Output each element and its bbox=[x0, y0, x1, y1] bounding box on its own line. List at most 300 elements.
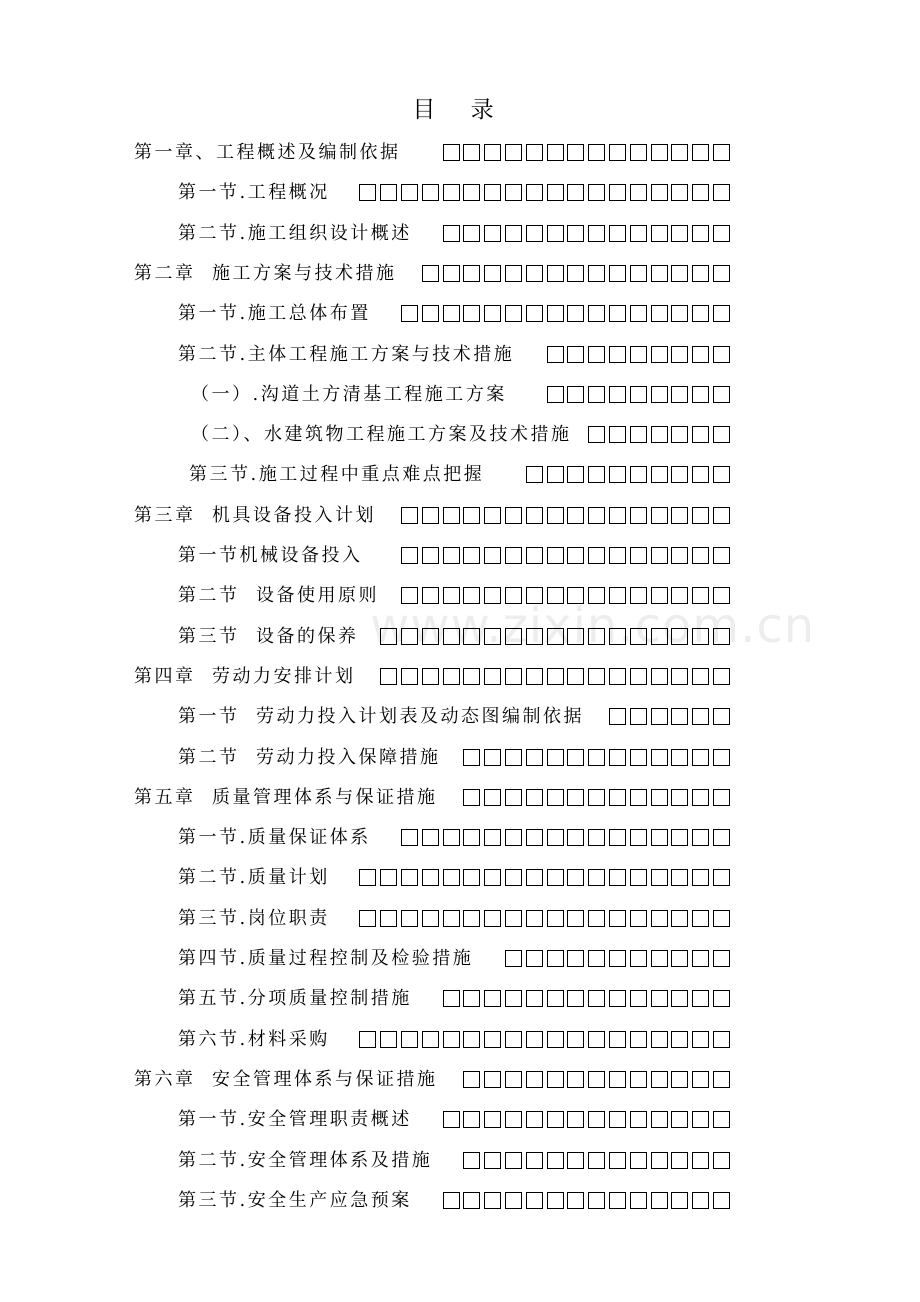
leader-box bbox=[505, 587, 522, 604]
leader-box bbox=[713, 829, 730, 846]
leader-box bbox=[547, 1031, 564, 1048]
leader-box bbox=[547, 789, 564, 806]
leader-box bbox=[630, 789, 647, 806]
leader-box bbox=[567, 144, 584, 161]
leader-box bbox=[463, 184, 480, 201]
leader-box bbox=[609, 265, 626, 282]
leader-box bbox=[484, 1152, 501, 1169]
toc-entry-text: 第二节 设备使用原则 bbox=[178, 585, 388, 607]
leader-box bbox=[588, 668, 605, 685]
leader-box bbox=[484, 144, 501, 161]
leader-box bbox=[651, 386, 668, 403]
leader-box bbox=[422, 265, 439, 282]
leader-box bbox=[567, 668, 584, 685]
toc-entry[interactable] bbox=[189, 457, 730, 493]
leader-box bbox=[671, 386, 688, 403]
leader-box bbox=[713, 507, 730, 524]
leader-box bbox=[401, 547, 418, 564]
leader-box bbox=[671, 829, 688, 846]
toc-entry[interactable] bbox=[178, 981, 730, 1017]
leader-box bbox=[713, 910, 730, 927]
leader-box bbox=[484, 184, 501, 201]
leader-box bbox=[547, 507, 564, 524]
leader-box bbox=[630, 708, 647, 725]
leader-box bbox=[630, 144, 647, 161]
toc-entry[interactable] bbox=[178, 901, 730, 937]
leader-box bbox=[713, 628, 730, 645]
leader-box bbox=[547, 668, 564, 685]
leader-box bbox=[484, 628, 501, 645]
leader-box bbox=[380, 668, 397, 685]
toc-entry-text: 第三节 设备的保养 bbox=[178, 625, 367, 647]
leader-box bbox=[588, 829, 605, 846]
leader-box bbox=[671, 144, 688, 161]
leader-box bbox=[443, 990, 460, 1007]
toc-entry[interactable] bbox=[134, 135, 730, 171]
toc-entry[interactable] bbox=[134, 256, 730, 292]
toc-leader bbox=[450, 789, 730, 807]
leader-box bbox=[526, 587, 543, 604]
leader-box bbox=[463, 1071, 480, 1088]
leader-box bbox=[505, 1031, 522, 1048]
leader-box bbox=[505, 225, 522, 242]
leader-box bbox=[713, 426, 730, 443]
leader-box bbox=[547, 144, 564, 161]
leader-box bbox=[692, 466, 709, 483]
leader-box bbox=[505, 547, 522, 564]
leader-box bbox=[651, 225, 668, 242]
leader-box bbox=[609, 829, 626, 846]
leader-box bbox=[380, 1031, 397, 1048]
leader-box bbox=[671, 668, 688, 685]
leader-box bbox=[713, 869, 730, 886]
leader-box bbox=[588, 507, 605, 524]
leader-box bbox=[609, 305, 626, 322]
leader-box bbox=[567, 1192, 584, 1209]
leader-box bbox=[484, 225, 501, 242]
leader-box bbox=[484, 305, 501, 322]
leader-box bbox=[567, 1111, 584, 1128]
leader-box bbox=[505, 628, 522, 645]
leader-box bbox=[671, 466, 688, 483]
toc-entry-text: 第六节.材料采购 bbox=[178, 1028, 338, 1050]
leader-box bbox=[484, 1031, 501, 1048]
leader-box bbox=[713, 1152, 730, 1169]
leader-box bbox=[692, 789, 709, 806]
leader-box bbox=[443, 910, 460, 927]
leader-box bbox=[630, 1071, 647, 1088]
leader-box bbox=[671, 305, 688, 322]
leader-box bbox=[567, 910, 584, 927]
leader-box bbox=[422, 869, 439, 886]
leader-box bbox=[671, 749, 688, 766]
leader-box bbox=[505, 507, 522, 524]
leader-box bbox=[567, 184, 584, 201]
leader-box bbox=[713, 1071, 730, 1088]
leader-box bbox=[651, 910, 668, 927]
leader-box bbox=[713, 184, 730, 201]
leader-box bbox=[651, 668, 668, 685]
toc-leader bbox=[596, 708, 730, 726]
leader-box bbox=[630, 668, 647, 685]
leader-box bbox=[526, 466, 543, 483]
leader-box bbox=[588, 305, 605, 322]
leader-box bbox=[588, 1192, 605, 1209]
toc-entry-text: 第四章 劳动力安排计划 bbox=[134, 665, 364, 687]
leader-box bbox=[609, 628, 626, 645]
leader-box bbox=[567, 789, 584, 806]
leader-box bbox=[567, 950, 584, 967]
leader-box bbox=[713, 265, 730, 282]
leader-box bbox=[651, 587, 668, 604]
leader-box bbox=[443, 507, 460, 524]
leader-box bbox=[443, 668, 460, 685]
leader-box bbox=[567, 466, 584, 483]
toc-entry-text: 第二章 施工方案与技术措施 bbox=[134, 262, 405, 284]
leader-box bbox=[651, 144, 668, 161]
leader-box bbox=[380, 184, 397, 201]
leader-box bbox=[651, 547, 668, 564]
leader-box bbox=[401, 829, 418, 846]
toc-leader bbox=[342, 910, 730, 928]
leader-box bbox=[588, 749, 605, 766]
leader-box bbox=[526, 910, 543, 927]
toc-entry[interactable] bbox=[134, 780, 730, 816]
leader-box bbox=[671, 547, 688, 564]
toc-entry-text: 第二节.安全管理体系及措施 bbox=[178, 1149, 441, 1171]
leader-box bbox=[671, 869, 688, 886]
leader-box bbox=[692, 587, 709, 604]
toc-entry[interactable] bbox=[178, 860, 730, 896]
leader-box bbox=[692, 708, 709, 725]
leader-box bbox=[609, 869, 626, 886]
leader-box bbox=[547, 466, 564, 483]
toc-entry[interactable] bbox=[178, 175, 730, 211]
leader-box bbox=[630, 628, 647, 645]
leader-box bbox=[567, 628, 584, 645]
toc-entry-text: 第一节.施工总体布置 bbox=[178, 303, 379, 325]
toc-leader bbox=[421, 144, 730, 162]
leader-box bbox=[463, 587, 480, 604]
leader-box bbox=[547, 1071, 564, 1088]
leader-box bbox=[422, 587, 439, 604]
leader-box bbox=[526, 869, 543, 886]
toc-entry[interactable] bbox=[191, 417, 730, 453]
leader-box bbox=[547, 829, 564, 846]
toc-entry[interactable] bbox=[134, 659, 730, 695]
leader-box bbox=[422, 1031, 439, 1048]
leader-box bbox=[422, 829, 439, 846]
toc-entry-text: 第三节.施工过程中重点难点把握 bbox=[189, 464, 501, 486]
leader-box bbox=[526, 507, 543, 524]
leader-box bbox=[713, 789, 730, 806]
leader-box bbox=[567, 1152, 584, 1169]
leader-box bbox=[443, 587, 460, 604]
leader-box bbox=[713, 466, 730, 483]
leader-box bbox=[359, 1031, 376, 1048]
leader-box bbox=[630, 386, 647, 403]
toc-entry[interactable] bbox=[178, 296, 730, 332]
leader-box bbox=[588, 1071, 605, 1088]
leader-box bbox=[505, 749, 522, 766]
leader-box bbox=[651, 829, 668, 846]
leader-box bbox=[484, 990, 501, 1007]
toc-entry[interactable] bbox=[191, 377, 730, 413]
leader-box bbox=[463, 144, 480, 161]
leader-box bbox=[526, 265, 543, 282]
leader-box bbox=[630, 950, 647, 967]
leader-box bbox=[463, 1152, 480, 1169]
leader-box bbox=[588, 386, 605, 403]
toc-leader bbox=[453, 749, 730, 767]
leader-box bbox=[443, 1031, 460, 1048]
leader-box bbox=[547, 386, 564, 403]
leader-box bbox=[567, 990, 584, 1007]
leader-box bbox=[526, 668, 543, 685]
leader-box bbox=[692, 749, 709, 766]
leader-box bbox=[526, 628, 543, 645]
toc-entry[interactable] bbox=[178, 1143, 730, 1179]
leader-box bbox=[547, 346, 564, 363]
toc-entry-text: 第二节 劳动力投入保障措施 bbox=[178, 746, 449, 768]
leader-box bbox=[630, 1111, 647, 1128]
leader-box bbox=[484, 547, 501, 564]
leader-box bbox=[630, 1152, 647, 1169]
leader-box bbox=[609, 749, 626, 766]
leader-box bbox=[463, 829, 480, 846]
leader-box bbox=[484, 265, 501, 282]
leader-box bbox=[567, 1031, 584, 1048]
leader-box bbox=[401, 869, 418, 886]
toc-entry[interactable] bbox=[178, 619, 730, 655]
leader-box bbox=[505, 789, 522, 806]
toc-entry[interactable] bbox=[178, 216, 730, 252]
toc-entry[interactable] bbox=[178, 1183, 730, 1219]
toc-leader bbox=[383, 305, 730, 323]
leader-box bbox=[443, 184, 460, 201]
leader-box bbox=[401, 628, 418, 645]
leader-box bbox=[359, 869, 376, 886]
leader-box bbox=[609, 386, 626, 403]
leader-box bbox=[463, 1031, 480, 1048]
leader-box bbox=[359, 910, 376, 927]
leader-box bbox=[484, 749, 501, 766]
leader-box bbox=[692, 1192, 709, 1209]
leader-box bbox=[713, 587, 730, 604]
leader-box bbox=[609, 1111, 626, 1128]
leader-box bbox=[443, 305, 460, 322]
leader-box bbox=[651, 1192, 668, 1209]
leader-box bbox=[651, 184, 668, 201]
leader-box bbox=[671, 426, 688, 443]
leader-box bbox=[547, 184, 564, 201]
leader-box bbox=[692, 1111, 709, 1128]
leader-box bbox=[526, 950, 543, 967]
leader-box bbox=[484, 869, 501, 886]
leader-box bbox=[692, 265, 709, 282]
leader-box bbox=[401, 668, 418, 685]
leader-box bbox=[651, 265, 668, 282]
leader-box bbox=[443, 144, 460, 161]
leader-box bbox=[671, 1031, 688, 1048]
leader-box bbox=[713, 225, 730, 242]
leader-box bbox=[505, 265, 522, 282]
leader-box bbox=[463, 910, 480, 927]
leader-box bbox=[609, 1192, 626, 1209]
leader-box bbox=[651, 426, 668, 443]
toc-entry-text: 第三章 机具设备投入计划 bbox=[134, 504, 385, 526]
leader-box bbox=[671, 628, 688, 645]
leader-box bbox=[651, 990, 668, 1007]
leader-box bbox=[526, 547, 543, 564]
leader-box bbox=[547, 305, 564, 322]
toc-leader bbox=[444, 1152, 730, 1170]
leader-box bbox=[422, 507, 439, 524]
toc-leader bbox=[368, 668, 730, 686]
leader-box bbox=[692, 305, 709, 322]
toc-entry[interactable] bbox=[178, 699, 730, 735]
leader-box bbox=[463, 1192, 480, 1209]
leader-box bbox=[713, 547, 730, 564]
leader-box bbox=[588, 547, 605, 564]
toc-leader bbox=[383, 547, 730, 565]
leader-box bbox=[609, 789, 626, 806]
toc-leader bbox=[485, 950, 730, 968]
leader-box bbox=[401, 910, 418, 927]
leader-box bbox=[713, 305, 730, 322]
leader-box bbox=[588, 184, 605, 201]
leader-box bbox=[609, 547, 626, 564]
leader-box bbox=[713, 1111, 730, 1128]
leader-box bbox=[609, 1031, 626, 1048]
leader-box bbox=[526, 305, 543, 322]
leader-box bbox=[630, 869, 647, 886]
leader-box bbox=[609, 990, 626, 1007]
leader-box bbox=[671, 587, 688, 604]
toc-entry-text: 第六章 安全管理体系与保证措施 bbox=[134, 1068, 446, 1090]
leader-box bbox=[484, 668, 501, 685]
leader-box bbox=[609, 426, 626, 443]
toc-leader bbox=[527, 386, 730, 404]
toc-entry-text: 第一节 劳动力投入计划表及动态图编制依据 bbox=[178, 706, 593, 728]
leader-box bbox=[567, 1071, 584, 1088]
toc-entry[interactable] bbox=[178, 1102, 730, 1138]
leader-box bbox=[505, 950, 522, 967]
leader-box bbox=[692, 346, 709, 363]
leader-box bbox=[609, 668, 626, 685]
leader-box bbox=[526, 789, 543, 806]
leader-box bbox=[422, 305, 439, 322]
leader-box bbox=[484, 1192, 501, 1209]
leader-box bbox=[526, 749, 543, 766]
leader-box bbox=[484, 1071, 501, 1088]
toc-entry-text: 第一节.质量保证体系 bbox=[178, 827, 379, 849]
leader-box bbox=[380, 869, 397, 886]
leader-box bbox=[671, 225, 688, 242]
toc-entry[interactable] bbox=[134, 498, 730, 534]
leader-box bbox=[359, 184, 376, 201]
leader-box bbox=[692, 668, 709, 685]
leader-box bbox=[609, 910, 626, 927]
leader-box bbox=[401, 507, 418, 524]
leader-box bbox=[692, 507, 709, 524]
toc-leader bbox=[383, 829, 730, 847]
toc-entry[interactable] bbox=[178, 820, 730, 856]
leader-box bbox=[692, 910, 709, 927]
leader-box bbox=[505, 869, 522, 886]
toc-entry[interactable] bbox=[134, 1062, 730, 1098]
leader-box bbox=[609, 346, 626, 363]
leader-box bbox=[671, 1071, 688, 1088]
leader-box bbox=[463, 507, 480, 524]
leader-box bbox=[651, 507, 668, 524]
leader-box bbox=[630, 225, 647, 242]
leader-box bbox=[630, 265, 647, 282]
leader-box bbox=[692, 1031, 709, 1048]
leader-box bbox=[713, 386, 730, 403]
leader-box bbox=[630, 507, 647, 524]
leader-box bbox=[547, 1111, 564, 1128]
toc-entry[interactable] bbox=[178, 941, 730, 977]
toc-entry-text: 第四节.质量过程控制及检验措施 bbox=[178, 948, 482, 969]
leader-box bbox=[630, 990, 647, 1007]
leader-box bbox=[547, 990, 564, 1007]
toc-entry[interactable] bbox=[178, 337, 730, 373]
leader-box bbox=[463, 265, 480, 282]
leader-box bbox=[547, 1152, 564, 1169]
leader-box bbox=[609, 225, 626, 242]
toc-entry[interactable] bbox=[178, 740, 730, 776]
leader-box bbox=[588, 144, 605, 161]
leader-box bbox=[567, 749, 584, 766]
leader-box bbox=[671, 910, 688, 927]
leader-box bbox=[547, 225, 564, 242]
leader-box bbox=[630, 910, 647, 927]
leader-box bbox=[526, 1071, 543, 1088]
leader-box bbox=[547, 628, 564, 645]
leader-box bbox=[671, 950, 688, 967]
leader-box bbox=[588, 1031, 605, 1048]
leader-box bbox=[588, 869, 605, 886]
leader-box bbox=[630, 305, 647, 322]
leader-box bbox=[463, 789, 480, 806]
leader-box bbox=[547, 749, 564, 766]
leader-box bbox=[526, 144, 543, 161]
leader-box bbox=[484, 829, 501, 846]
leader-box bbox=[651, 466, 668, 483]
leader-box bbox=[484, 789, 501, 806]
leader-box bbox=[651, 1071, 668, 1088]
leader-box bbox=[422, 547, 439, 564]
toc-entry[interactable] bbox=[178, 578, 730, 614]
leader-box bbox=[422, 184, 439, 201]
toc-entry[interactable] bbox=[178, 1022, 730, 1058]
leader-box bbox=[526, 1111, 543, 1128]
leader-box bbox=[526, 225, 543, 242]
leader-box bbox=[630, 466, 647, 483]
leader-box bbox=[484, 507, 501, 524]
toc-leader bbox=[584, 426, 730, 444]
watermark: www.zixin.com.cn bbox=[370, 598, 816, 654]
toc-leader bbox=[424, 990, 730, 1008]
leader-box bbox=[567, 869, 584, 886]
leader-box bbox=[671, 1111, 688, 1128]
leader-box bbox=[692, 1071, 709, 1088]
toc-entry[interactable] bbox=[178, 538, 730, 574]
leader-box bbox=[692, 184, 709, 201]
toc-entry-text: 第一节机械设备投入 bbox=[178, 545, 379, 566]
leader-box bbox=[526, 1031, 543, 1048]
